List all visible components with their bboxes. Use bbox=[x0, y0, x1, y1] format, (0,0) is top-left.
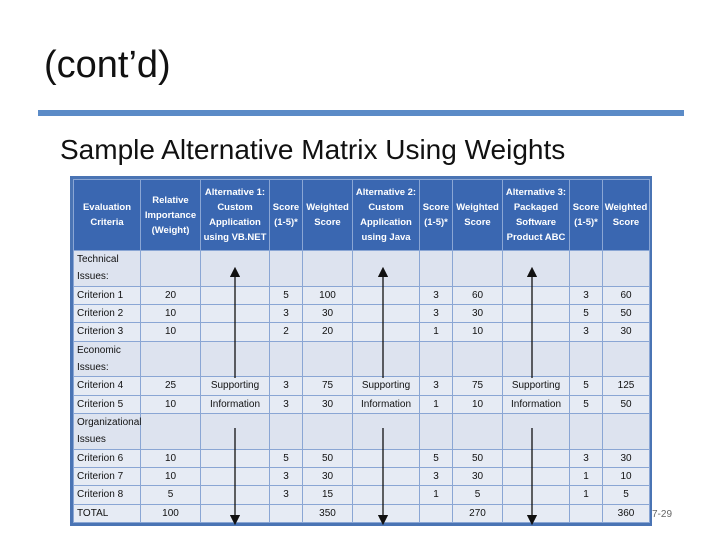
cell-alt1: Information bbox=[201, 395, 270, 413]
cell-weight: 25 bbox=[141, 377, 201, 395]
criterion-label: Criterion 6 bbox=[74, 449, 141, 467]
cell-alt3 bbox=[503, 286, 570, 304]
cell-s2: 3 bbox=[420, 377, 453, 395]
slide-number: 7-29 bbox=[652, 509, 673, 520]
cell-s3: 3 bbox=[570, 449, 603, 467]
cell-w1: 30 bbox=[303, 467, 353, 485]
cell-s1 bbox=[270, 504, 303, 522]
cell-s3: 5 bbox=[570, 304, 603, 322]
criterion-row bbox=[74, 323, 650, 341]
criterion-label: Criterion 4 bbox=[74, 377, 141, 395]
cell-alt3 bbox=[503, 304, 570, 322]
cell-alt2 bbox=[353, 467, 420, 485]
slide-subtitle: Sample Alternative Matrix Using Weights bbox=[60, 134, 566, 165]
cell-s3: 3 bbox=[570, 323, 603, 341]
cell-alt2 bbox=[353, 504, 420, 522]
cell-alt1 bbox=[201, 286, 270, 304]
cell-weight: 5 bbox=[141, 486, 201, 504]
empty-cell bbox=[453, 413, 503, 449]
cell-s1: 3 bbox=[270, 304, 303, 322]
column-header: Alternative 3: Packaged Software Product ABC bbox=[503, 180, 570, 251]
empty-cell bbox=[570, 413, 603, 449]
cell-weight: 10 bbox=[141, 395, 201, 413]
criterion-label: Criterion 8 bbox=[74, 486, 141, 504]
column-header: Score (1-5)* bbox=[570, 180, 603, 251]
cell-w1: 15 bbox=[303, 486, 353, 504]
section-row bbox=[74, 251, 650, 287]
cell-weight: 10 bbox=[141, 304, 201, 322]
cell-alt3 bbox=[503, 323, 570, 341]
cell-weight: 20 bbox=[141, 286, 201, 304]
criterion-row bbox=[74, 304, 650, 322]
cell-w2: 75 bbox=[453, 377, 503, 395]
criterion-row bbox=[74, 377, 650, 395]
empty-cell bbox=[353, 413, 420, 449]
cell-w1: 20 bbox=[303, 323, 353, 341]
cell-w3: 50 bbox=[603, 304, 650, 322]
empty-cell bbox=[353, 251, 420, 287]
cell-w3: 10 bbox=[603, 467, 650, 485]
empty-cell bbox=[603, 341, 650, 377]
cell-alt3: Information bbox=[503, 395, 570, 413]
cell-w3: 30 bbox=[603, 323, 650, 341]
alternative-matrix-table bbox=[73, 179, 650, 523]
cell-s3: 1 bbox=[570, 467, 603, 485]
cell-w1: 50 bbox=[303, 449, 353, 467]
empty-cell bbox=[201, 251, 270, 287]
cell-weight: 100 bbox=[141, 504, 201, 522]
cell-w3: 5 bbox=[603, 486, 650, 504]
criterion-label: Criterion 3 bbox=[74, 323, 141, 341]
cell-s2: 3 bbox=[420, 286, 453, 304]
cell-w2: 50 bbox=[453, 449, 503, 467]
section-row bbox=[74, 341, 650, 377]
column-header: Score (1-5)* bbox=[270, 180, 303, 251]
cell-alt2 bbox=[353, 323, 420, 341]
cell-s1: 2 bbox=[270, 323, 303, 341]
cell-alt1: Supporting bbox=[201, 377, 270, 395]
cell-s2: 1 bbox=[420, 486, 453, 504]
empty-cell bbox=[201, 413, 270, 449]
criterion-row bbox=[74, 486, 650, 504]
cell-weight: 10 bbox=[141, 467, 201, 485]
criterion-label: Criterion 1 bbox=[74, 286, 141, 304]
cell-alt1 bbox=[201, 449, 270, 467]
cell-s2: 3 bbox=[420, 467, 453, 485]
criterion-row bbox=[74, 286, 650, 304]
cell-w1: 75 bbox=[303, 377, 353, 395]
matrix-body bbox=[74, 251, 650, 523]
cell-w3: 360 bbox=[603, 504, 650, 522]
cell-alt3 bbox=[503, 504, 570, 522]
cell-alt1 bbox=[201, 486, 270, 504]
empty-cell bbox=[353, 341, 420, 377]
cell-alt2 bbox=[353, 486, 420, 504]
cell-w2: 60 bbox=[453, 286, 503, 304]
total-row bbox=[74, 504, 650, 522]
cell-s3: 3 bbox=[570, 286, 603, 304]
cell-w1: 30 bbox=[303, 304, 353, 322]
cell-s1: 3 bbox=[270, 377, 303, 395]
empty-cell bbox=[270, 251, 303, 287]
cell-alt3 bbox=[503, 486, 570, 504]
cell-alt3: Supporting bbox=[503, 377, 570, 395]
empty-cell bbox=[420, 251, 453, 287]
empty-cell bbox=[603, 413, 650, 449]
cell-s2: 1 bbox=[420, 323, 453, 341]
section-row bbox=[74, 413, 650, 449]
cell-alt1 bbox=[201, 467, 270, 485]
column-header: Score (1-5)* bbox=[420, 180, 453, 251]
cell-w2: 10 bbox=[453, 395, 503, 413]
column-header: Weighted Score bbox=[603, 180, 650, 251]
column-header: Relative Importance (Weight) bbox=[141, 180, 201, 251]
cell-w2: 30 bbox=[453, 467, 503, 485]
cell-w3: 50 bbox=[603, 395, 650, 413]
cell-s1: 3 bbox=[270, 395, 303, 413]
cell-s2 bbox=[420, 504, 453, 522]
column-header: Weighted Score bbox=[453, 180, 503, 251]
empty-cell bbox=[453, 251, 503, 287]
empty-cell bbox=[270, 413, 303, 449]
cell-w3: 30 bbox=[603, 449, 650, 467]
cell-w1: 100 bbox=[303, 286, 353, 304]
empty-cell bbox=[420, 341, 453, 377]
cell-s1: 3 bbox=[270, 486, 303, 504]
column-header: Weighted Score bbox=[303, 180, 353, 251]
section-label: Economic Issues: bbox=[74, 341, 141, 377]
criterion-row bbox=[74, 449, 650, 467]
cell-alt2: Information bbox=[353, 395, 420, 413]
column-header: Evaluation Criteria bbox=[74, 180, 141, 251]
criterion-row bbox=[74, 467, 650, 485]
empty-cell bbox=[503, 341, 570, 377]
cell-alt2 bbox=[353, 286, 420, 304]
empty-cell bbox=[141, 251, 201, 287]
cell-alt3 bbox=[503, 467, 570, 485]
empty-cell bbox=[141, 341, 201, 377]
cell-s3 bbox=[570, 504, 603, 522]
cell-w3: 60 bbox=[603, 286, 650, 304]
cell-w1: 350 bbox=[303, 504, 353, 522]
criterion-label: TOTAL bbox=[74, 504, 141, 522]
cell-s2: 1 bbox=[420, 395, 453, 413]
empty-cell bbox=[503, 413, 570, 449]
cell-weight: 10 bbox=[141, 323, 201, 341]
empty-cell bbox=[453, 341, 503, 377]
cell-alt2 bbox=[353, 449, 420, 467]
empty-cell bbox=[141, 413, 201, 449]
empty-cell bbox=[603, 251, 650, 287]
cell-s2: 3 bbox=[420, 304, 453, 322]
column-header: Alternative 2: Custom Application using Java bbox=[353, 180, 420, 251]
cell-w2: 270 bbox=[453, 504, 503, 522]
empty-cell bbox=[570, 251, 603, 287]
section-label: Technical Issues: bbox=[74, 251, 141, 287]
cell-s3: 5 bbox=[570, 377, 603, 395]
empty-cell bbox=[570, 341, 603, 377]
section-label: Organizational Issues bbox=[74, 413, 141, 449]
empty-cell bbox=[420, 413, 453, 449]
cell-s1: 5 bbox=[270, 449, 303, 467]
criterion-label: Criterion 2 bbox=[74, 304, 141, 322]
cell-s3: 1 bbox=[570, 486, 603, 504]
cell-w1: 30 bbox=[303, 395, 353, 413]
cell-weight: 10 bbox=[141, 449, 201, 467]
empty-cell bbox=[503, 251, 570, 287]
cell-w2: 5 bbox=[453, 486, 503, 504]
column-header: Alternative 1: Custom Application using VB.NET bbox=[201, 180, 270, 251]
criterion-label: Criterion 5 bbox=[74, 395, 141, 413]
cell-alt3 bbox=[503, 449, 570, 467]
cell-w3: 125 bbox=[603, 377, 650, 395]
cell-s1: 5 bbox=[270, 286, 303, 304]
cell-alt2 bbox=[353, 304, 420, 322]
cell-alt2: Supporting bbox=[353, 377, 420, 395]
cell-s2: 5 bbox=[420, 449, 453, 467]
criterion-row bbox=[74, 395, 650, 413]
cell-alt1 bbox=[201, 504, 270, 522]
empty-cell bbox=[303, 413, 353, 449]
cell-s3: 5 bbox=[570, 395, 603, 413]
empty-cell bbox=[201, 341, 270, 377]
cell-s1: 3 bbox=[270, 467, 303, 485]
empty-cell bbox=[303, 341, 353, 377]
slide-title: (cont’d) bbox=[44, 44, 171, 86]
criterion-label: Criterion 7 bbox=[74, 467, 141, 485]
title-divider bbox=[38, 110, 684, 116]
empty-cell bbox=[303, 251, 353, 287]
empty-cell bbox=[270, 341, 303, 377]
cell-alt1 bbox=[201, 304, 270, 322]
cell-w2: 10 bbox=[453, 323, 503, 341]
cell-w2: 30 bbox=[453, 304, 503, 322]
cell-alt1 bbox=[201, 323, 270, 341]
matrix-header-row bbox=[74, 180, 650, 251]
alternative-matrix-frame bbox=[70, 176, 652, 526]
